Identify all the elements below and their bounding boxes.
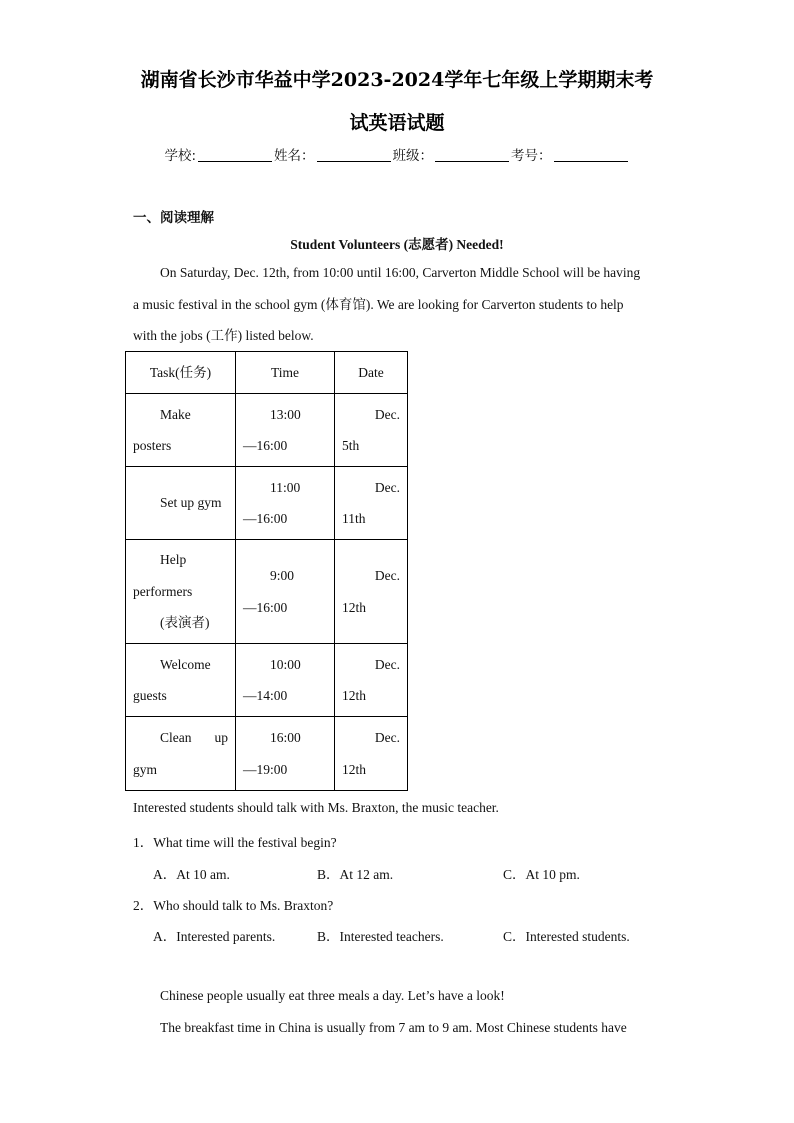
task-cell: Set up gym: [160, 495, 222, 511]
time-cell: 10:00: [270, 656, 301, 672]
question-1-option-a[interactable]: A．At 10 am.: [153, 867, 230, 882]
page-title-line-2: 试英语试题: [349, 112, 445, 134]
school-blank[interactable]: [198, 147, 272, 162]
header-task: Task(任务): [126, 352, 236, 394]
task-cell: gym: [133, 761, 158, 777]
student-info-fields: [0, 144, 794, 164]
date-cell: Dec.: [374, 568, 400, 583]
section-heading: 一、阅读理解: [133, 210, 214, 226]
table-row: [126, 467, 408, 540]
time-cell: —14:00: [243, 688, 288, 703]
header-time: Time: [236, 352, 335, 394]
task-cell: performers: [133, 583, 193, 599]
question-2-option-a[interactable]: A．Interested parents.: [153, 929, 276, 944]
time-cell: 9:00: [270, 568, 295, 583]
table-header-row: [126, 352, 408, 394]
question-2-option-c[interactable]: C．Interested students.: [503, 929, 630, 944]
task-cell: Welcome: [160, 656, 211, 672]
volunteer-task-table: [125, 351, 408, 791]
time-cell: —16:00: [243, 599, 288, 615]
date-cell: 12th: [342, 688, 367, 703]
passage-intro: [133, 257, 661, 352]
date-cell: Dec.: [374, 656, 400, 672]
time-cell: 11:00: [270, 479, 301, 495]
date-cell: 12th: [342, 599, 367, 615]
date-cell: Dec.: [374, 406, 400, 422]
date-cell: 5th: [342, 438, 360, 453]
task-word: Clean: [160, 730, 192, 745]
exam-no-blank[interactable]: [554, 147, 628, 162]
task-word: up: [214, 730, 228, 745]
page-title-line-1: 湖南省长沙市华益中学2023-2024学年七年级上学期期末考: [140, 69, 654, 91]
intro-line-1: On Saturday, Dec. 12th, from 10:00 until 16:00, Carverton Middle School will be having: [160, 265, 641, 280]
date-cell: Dec.: [374, 479, 400, 495]
date-cell: Dec.: [374, 730, 400, 745]
task-cell: Help: [160, 552, 187, 568]
school-label: 学校:: [164, 148, 197, 164]
table-row: [126, 394, 408, 467]
question-1-option-b[interactable]: B．At 12 am.: [317, 867, 394, 882]
passage-2-line-2: The breakfast time in China is usually from 7 am to 9 am. Most Chinese students have: [160, 1019, 627, 1035]
intro-line-3: with the jobs (工作) listed below.: [133, 328, 314, 343]
passage-2: [133, 980, 661, 1043]
table-row: [126, 717, 408, 791]
question-2-stem: 2．Who should talk to Ms. Braxton?: [133, 898, 334, 913]
time-cell: —16:00: [243, 438, 288, 453]
passage-closing: Interested students should talk with Ms. Braxton, the music teacher.: [133, 800, 499, 815]
date-cell: 11th: [342, 511, 366, 526]
exam-no-label: 考号：: [511, 148, 552, 164]
time-cell: —16:00: [243, 511, 288, 526]
question-2-option-b[interactable]: B．Interested teachers.: [317, 929, 444, 944]
date-cell: 12th: [342, 761, 367, 777]
task-cell: [133, 722, 228, 754]
passage-title: Student Volunteers (志愿者) Needed!: [290, 237, 504, 252]
name-label: 姓名：: [274, 148, 315, 164]
table-row: [126, 644, 408, 717]
time-cell: —19:00: [243, 761, 288, 777]
passage-2-line-1: Chinese people usually eat three meals a day. Let’s have a look!: [160, 988, 505, 1003]
question-1-stem: 1．What time will the festival begin?: [133, 835, 337, 850]
task-cell: posters: [133, 438, 172, 453]
intro-line-2: a music festival in the school gym (体育馆). We are looking for Carverton students to help: [133, 296, 624, 312]
class-blank[interactable]: [435, 147, 509, 162]
table-row: [126, 540, 408, 644]
time-cell: 16:00: [270, 730, 301, 745]
task-cell: guests: [133, 688, 167, 703]
class-label: 班级：: [392, 148, 434, 164]
header-date: Date: [335, 352, 408, 394]
name-blank[interactable]: [317, 147, 391, 162]
question-1-option-c[interactable]: C．At 10 pm.: [503, 867, 580, 882]
time-cell: 13:00: [270, 406, 301, 422]
task-cell: Make: [160, 406, 191, 422]
task-cell: (表演者): [160, 615, 210, 631]
